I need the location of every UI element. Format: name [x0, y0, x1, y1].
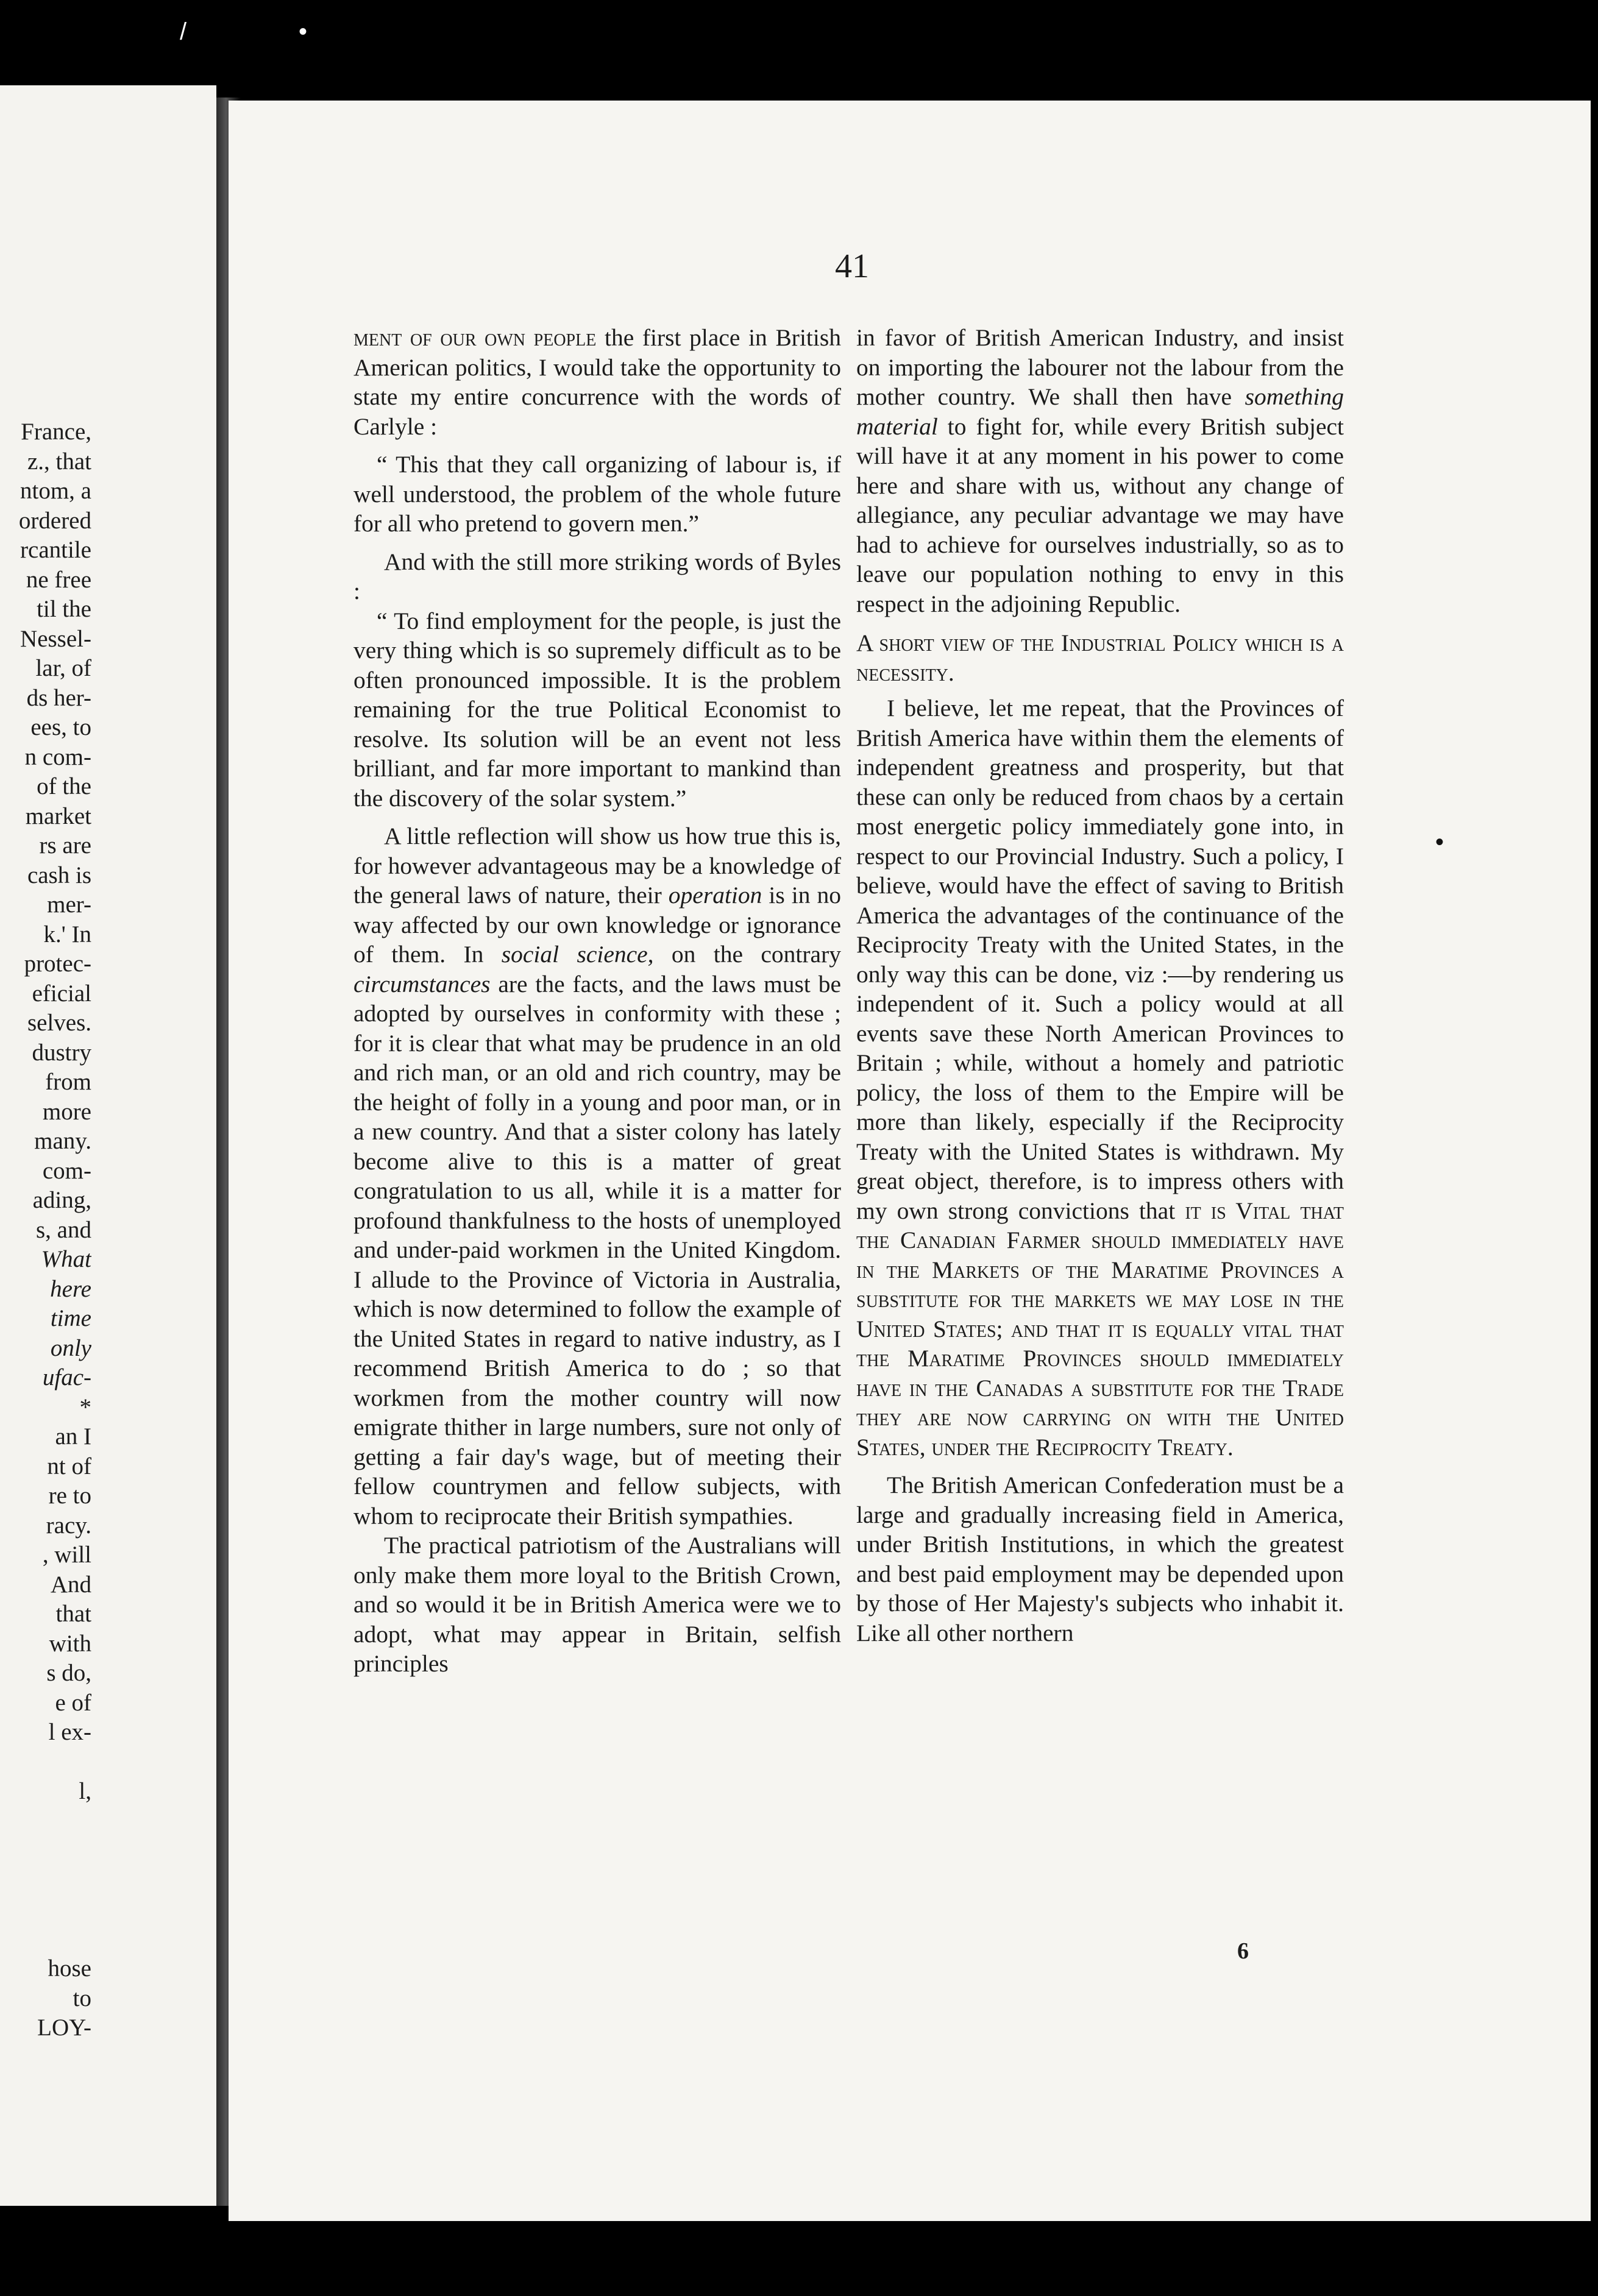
text-column-left: [353, 323, 841, 1679]
text-run: A little reflection will show us how true this is, for however advantageous may be a knowledge of the general laws of nature, their: [353, 823, 841, 909]
left-fragment-line: [0, 1836, 91, 1866]
left-fragment-line: re to: [48, 1483, 91, 1509]
text-run: I believe, let me repeat, that the Provinces of British America have within them the elements of independent greatness and prosperity, but that these can only be reduced from chaos by a certain most energetic policy immediately gone into, in respect to our Provincial Industry. Such a policy, I believe, would have the effect of saving to British America the advantages of the continuance of the Reciprocity Treaty with the United States, in the only way this can be done, viz :—by rendering us independent of it. Such a policy would at all events save these North American Provinces to Britain ; while, without a homely and patriotic policy, the loss of them to the Empire will be more than likely, especially if the Reciprocity Treaty with the United States is withdrawn. My great object, therefore, is to impress others with my own strong convictions that: [856, 695, 1344, 1224]
text-run: to fight for, while every British subject will have it at any moment in his power to come here and share with us, without any change of allegiance, any peculiar advantage we may have had to achieve for ourselves industrially, so as to leave our population nothing to envy in this respect in the adjoining Republic.: [856, 413, 1344, 617]
italic-run: social science,: [501, 941, 654, 968]
left-fragment-line: many.: [34, 1128, 91, 1154]
left-fragment-line: LOY-: [37, 2014, 91, 2041]
left-fragment-line: lar, of: [35, 655, 91, 681]
left-fragment-line: protec-: [24, 951, 91, 977]
left-fragment-line: from: [45, 1069, 91, 1095]
left-fragment-line: z., that: [27, 448, 91, 475]
left-fragment-line: s, and: [36, 1216, 91, 1243]
scan-mark: /: [180, 18, 187, 45]
paragraph: [856, 323, 1344, 618]
left-fragment-line: selves.: [27, 1010, 91, 1036]
left-fragment-line: [0, 1866, 91, 1896]
left-fragment-line: only: [50, 1334, 91, 1361]
left-fragment-line: ds her-: [26, 684, 91, 711]
left-fragment-line: ading,: [32, 1187, 91, 1213]
left-fragment-line: ne free: [26, 566, 91, 593]
scan-mark: •: [1435, 829, 1444, 856]
quote-carlyle: “ This that they call organizing of labour is, if well understood, the problem of the whole future for all who pretend to govern men.”: [353, 451, 841, 537]
left-fragment-line: til the: [37, 596, 91, 622]
left-fragment-line: that: [55, 1601, 91, 1627]
italic-run: circumstances: [353, 970, 491, 997]
left-fragment-line: com-: [42, 1157, 91, 1184]
left-fragment-line: market: [25, 803, 91, 829]
signature-mark: 6: [1237, 1938, 1249, 1964]
paragraph: The British American Confederation must be a large and gradually increasing field in America, under British Institutions, in which the greatest and best paid employment may be depended upon by those of Her Majesty's subjects who inhabit it. Like all other northern: [856, 1472, 1344, 1646]
left-fragment-line: n com-: [24, 743, 91, 770]
left-fragment-line: mer-: [47, 891, 91, 918]
text-run: the first place in British American politics, I would take the opportunity to state my entire concurrence with the words of Carlyle :: [353, 324, 841, 440]
left-fragment-line: France,: [21, 419, 91, 445]
left-fragment-line: ntom, a: [20, 478, 91, 504]
section-heading: A short view of the Industrial Policy which is a necessity.: [856, 629, 1344, 686]
scan-mark: •: [299, 18, 308, 45]
left-fragment-line: rcantile: [20, 537, 91, 563]
left-fragment-line: cash is: [27, 862, 91, 888]
left-fragment-line: racy.: [46, 1512, 91, 1539]
left-fragment-line: an I: [55, 1423, 91, 1450]
left-fragment-line: And: [50, 1571, 91, 1598]
left-fragment-line: time: [50, 1305, 91, 1331]
left-fragment-line: *: [79, 1394, 91, 1420]
left-fragment-line: dustry: [32, 1039, 91, 1066]
small-caps-run: it is Vital that the Canadian Farmer should immediately have in the Markets of the Maratime Provinces a substitute for the markets we may lose in the United States; and that it is equally vital that the Maratime Provinces should immediately have in the Canadas a substitute for the Trade they are now carrying on with the United States, under the Reciprocity Treaty.: [856, 1197, 1344, 1461]
left-fragment-line: e of: [55, 1689, 91, 1716]
left-fragment-line: to: [73, 1985, 91, 2011]
left-fragment-line: k.' In: [43, 921, 91, 948]
text-run: are the facts, and the laws must be adopted by ourselves in conformity with these ; for it is clear that what may be prudence in an old and rich man, or an old and rich country, may be the height of folly in a young and poor man, or in a new country. And that a sister colony has lately become alive to this is a matter of great congratulation to us all, while it is a matter for profound thankfulness to the hosts of unemployed and under-paid workmen in the United Kingdom. I allude to the Province of Victoria in Australia, which is now determined to follow the example of the United States in regard to native industry, as I recommend British America to do ; so that workmen from the mother country will now emigrate thither in large numbers, sure not only of getting a fair day's wage, but of meeting their fellow countrymen and fellow subjects, with whom to reciprocate their British sympathies.: [353, 970, 841, 1529]
text-column-right: [856, 323, 1344, 1648]
paragraph: And with the still more striking words of Byles :: [353, 548, 841, 604]
left-fragment-line: ordered: [18, 507, 91, 534]
paragraph: The practical patriotism of the Australians will only make them more loyal to the British Crown, and so would it be in British America were we to adopt, what may appear in Britain, selfish principles: [353, 1532, 841, 1677]
left-fragment-line: eficial: [32, 980, 91, 1007]
left-fragment-line: here: [50, 1275, 91, 1302]
small-caps-run: ment of our own people: [353, 324, 597, 351]
left-fragment-line: hose: [48, 1955, 91, 1982]
left-fragment-line: [0, 1895, 91, 1925]
left-fragment-line: l ex-: [48, 1719, 91, 1745]
italic-run: something material: [856, 383, 1344, 440]
left-fragment-line: more: [42, 1098, 91, 1125]
page-number: 41: [835, 247, 869, 285]
text-run: on the contrary: [653, 941, 841, 968]
quote-byles: “ To find employment for the people, is just the very thing which is so supremely difficult as to be often pronounced impossible. It is the problem remaining for the true Political Economist to resolve. Its solution will be an event not less brilliant, and far more important to mankind than the discovery of the solar system.”: [353, 607, 841, 812]
left-page-text-fragments: [0, 417, 91, 2043]
paragraph: [353, 323, 841, 441]
text-run: is in no way affected by our own knowledge or ignorance of them. In: [353, 882, 841, 968]
left-fragment-line: of the: [37, 773, 91, 799]
left-fragment-line: What: [41, 1246, 91, 1272]
left-fragment-line: Nessel-: [20, 625, 91, 652]
left-fragment-line: , will: [42, 1542, 91, 1568]
paragraph: [856, 693, 1344, 1462]
left-fragment-line: s do,: [46, 1660, 91, 1686]
left-fragment-line: rs are: [39, 832, 91, 859]
left-fragment-line: nt of: [47, 1453, 91, 1479]
paragraph: [353, 821, 841, 1531]
left-fragment-line: [0, 1925, 91, 1955]
left-fragment-line: with: [49, 1630, 91, 1657]
left-fragment-line: [0, 1807, 91, 1837]
left-fragment-line: ufac-: [42, 1364, 91, 1391]
left-fragment-line: [0, 1748, 91, 1777]
text-run: in favor of British American Industry, and insist on importing the labourer not the labour from the mother country. We shall then have: [856, 324, 1344, 410]
left-page: [0, 85, 216, 2206]
italic-run: operation: [668, 882, 762, 909]
left-fragment-line: ees, to: [30, 714, 91, 740]
left-fragment-line: l,: [79, 1778, 91, 1804]
